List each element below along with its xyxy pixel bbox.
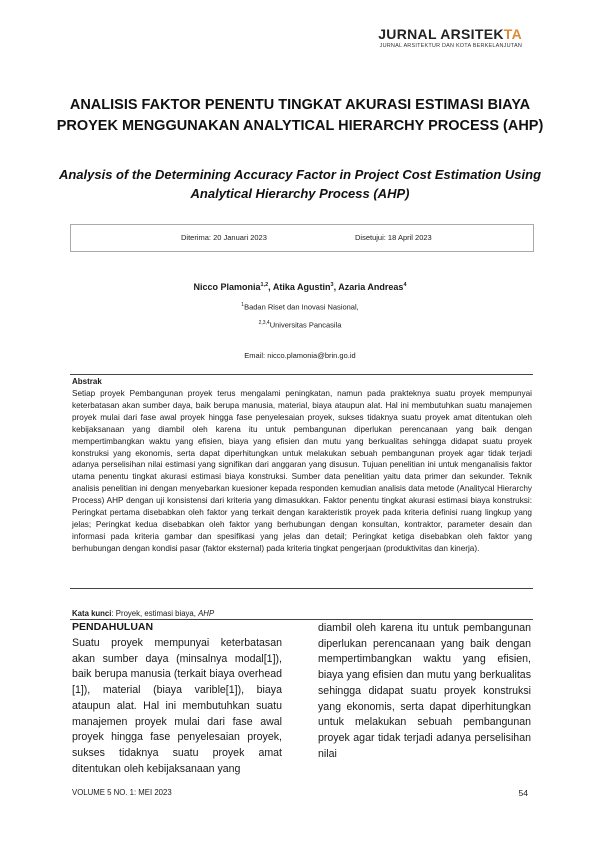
abstract-heading: Abstrak: [72, 377, 102, 386]
footer-volume: VOLUME 5 NO. 1: MEI 2023: [72, 788, 172, 797]
journal-name: JURNAL ARSITEKTA: [378, 26, 522, 42]
affiliation-1: $^1$Badan Riset dan Inovasi Nasional,: [241, 302, 359, 312]
author-list: Nicco Plamonia$^{1,2}$, Atika Agustin$^3$, Azaria Andreas$^4$: [193, 282, 407, 292]
accepted-date: Disetujui: 18 April 2023: [355, 233, 432, 242]
submission-dates-box: [70, 224, 534, 252]
abstract-bottom-rule: [70, 588, 533, 589]
paper-title: ANALISIS FAKTOR PENENTU TINGKAT AKURASI ESTIMASI BIAYA PROYEK MENGGUNAKAN ANALYTICAL HIERARCHY PROCESS (AHP): [56, 97, 544, 134]
abstract-top-rule: [70, 374, 533, 375]
received-date: Diterima: 20 Januari 2023: [181, 233, 267, 242]
corresponding-email: Email: nicco.plamonia@brin.go.id: [244, 351, 356, 360]
journal-tagline: JURNAL ARSITEKTUR DAN KOTA BERKELANJUTAN: [379, 43, 522, 49]
intro-column-left: Suatu proyek mempunyai keterbatasan akan sumber daya (minsalnya modal[1]), baik berupa manusia (terkait biaya overhead [1]), material (biaya varible[1]), biaya ataupun alat. Hal ini membutuhkan suatu manajemen proyek mulai dari fase awal proyek hingga fase penyelesaian proyek, sukses tidaknya suatu proyek amat ditentukan oleh kebijaksanaan yang: [72, 637, 282, 775]
section-rule: [70, 619, 533, 620]
paper-subtitle-english: Analysis of the Determining Accuracy Factor in Project Cost Estimation Using Analytical Hierarchy Process (AHP): [58, 167, 542, 201]
affiliation-2: $^{2,3,4}$Universitas Pancasila: [258, 320, 342, 330]
abstract-body: Setiap proyek Pembangunan proyek terus mengalami peningkatan, namun pada prakteknya suatu proyek mempunyai keterbatasan akan sumber daya, baik berupa manusia, material, biaya ataupun alat. Hal ini membutuhkan suatu manajemen proyek mulai dari fase awal proyek hingga fase penyelesaian proyek, sukses tidaknya suatu proyek amat ditentukan oleh kebijaksanaan yang diambil oleh karena itu untuk pembangunan diperlukan perencanaan yang baik dengan mempertimbangkan waktu yang efisien, biaya yang efisien dan mutu yang berkualitas sehingga didapat suatu proyek konstruksi yang ekonomis, serta dapat diperhitungkan untuk melakukan sebuah pembangunan proyek agar tidak terjadi adanya perselisihan nilai estimasi yang signifikan dari anggaran yang disusun. Tujuan penelitian ini untuk menganalisis faktor utama penentu tingkat akurasi estimasi biaya konstruksi. Sumber data penelitian yaitu data primer dan sekunder. Teknik analisis penelitian ini dengan menyebarkan kuesioner kepada responden kemudian analisis data metode (Analitycal Hierarchy Process) AHP dengan uji konsistensi dari kriteria yang dimasukkan. Faktor penentu tingkat akurasi estimasi biaya konstruksi: Peringkat pertama disebabkan oleh faktor yang terkait dengan karakteristik proyek pada kriteria definisi ruang lingkup yang jelas; Peringkat kedua disebabkan oleh faktor yang berhubungan dengan konsultan, kontraktor, parameter desain dan informasi pada kriteria gambar dan spesifikasi yang jelas dan detail; Peringkat ketiga disebabkan oleh faktor yang berhubungan dengan kondisi pasar (faktor eksternal) pada kriteria tingkat pengerjaan (produktivitas dan kinerja).: [72, 389, 532, 553]
section-heading-introduction: PENDAHULUAN: [72, 621, 154, 633]
page-number: 54: [518, 788, 528, 798]
journal-logo: [378, 26, 522, 49]
intro-column-right: diambil oleh karena itu untuk pembangunan diperlukan perencanaan yang baik dengan mempertimbangkan waktu yang efisien, biaya yang efisien dan mutu yang berkualitas sehingga didapat suatu proyek konstruksi yang ekonomis, serta dapat diperhitungkan untuk melakukan sebuah pembangunan proyek agar tidak terjadi adanya perselisihan nilai: [318, 622, 531, 760]
keywords: Kata kunci: Proyek, estimasi biaya, AHP: [72, 609, 215, 618]
